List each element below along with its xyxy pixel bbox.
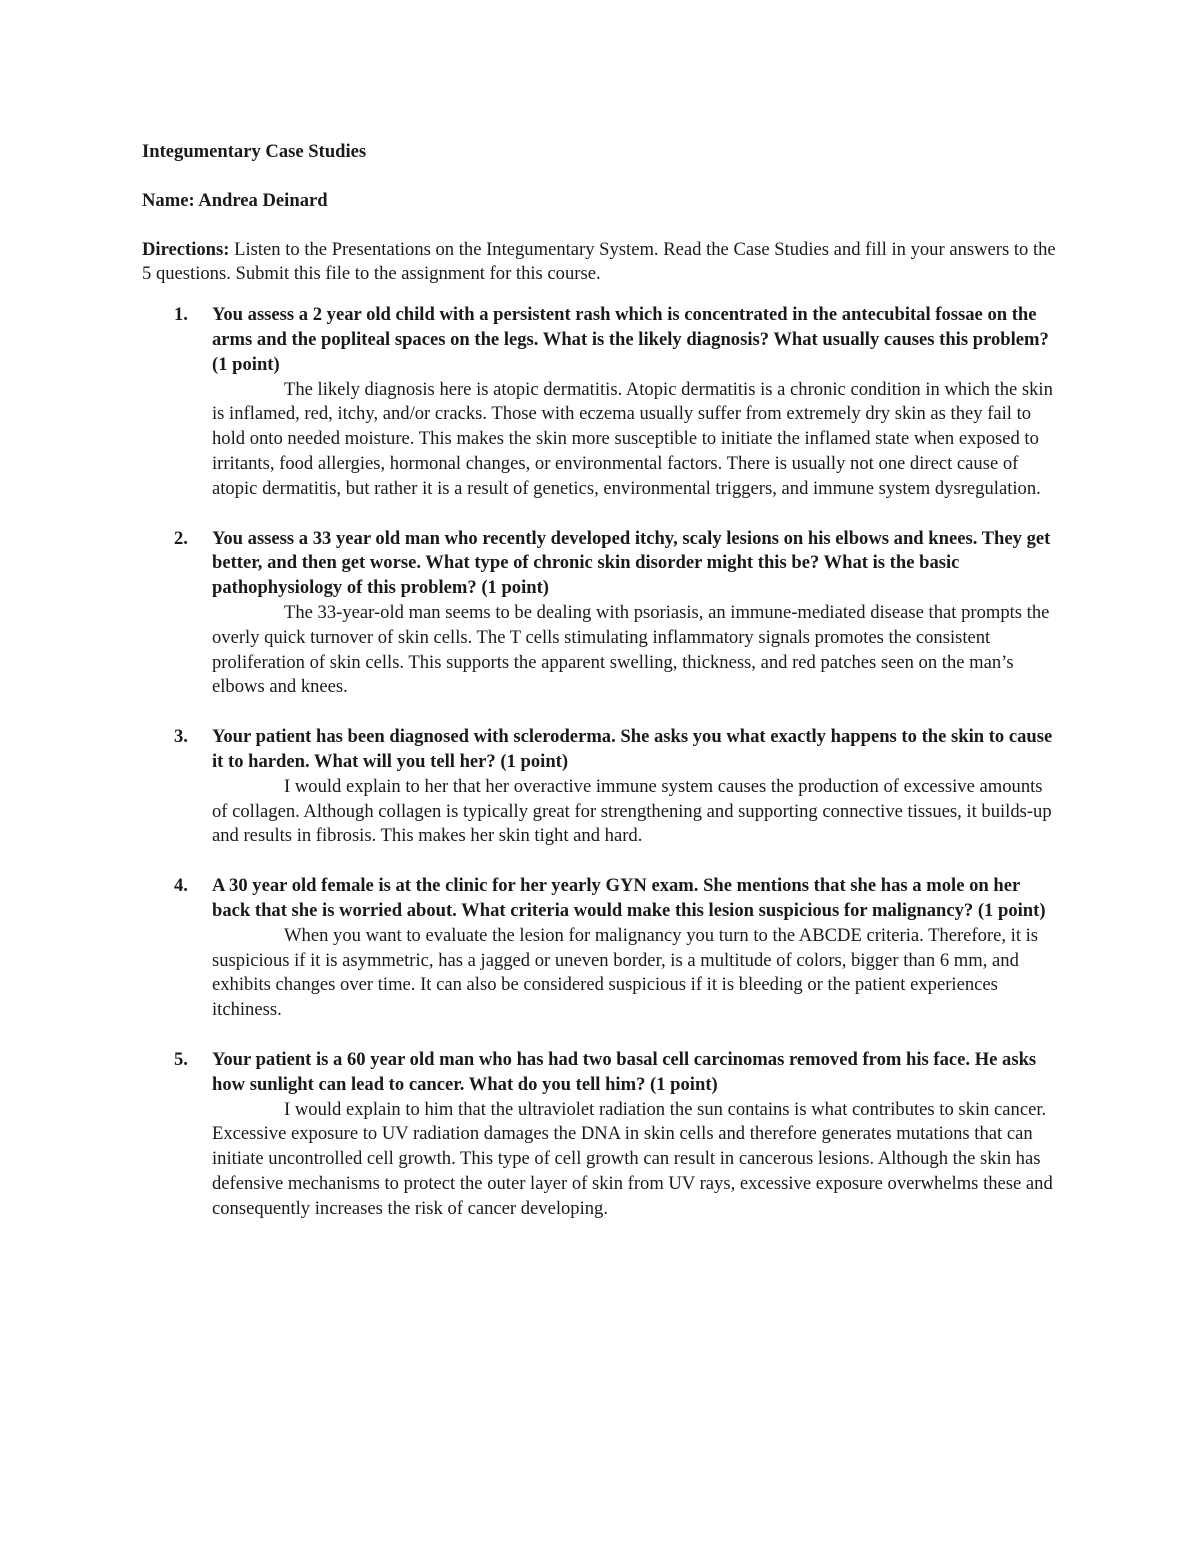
question-text: Your patient has been diagnosed with scleroderma. She asks you what exactly happens to the skin to cause it to harden. What will you tell her? (1 point) — [212, 726, 1053, 772]
directions-label: Directions: — [142, 238, 230, 260]
question-item-5 — [142, 1048, 1062, 1222]
question-list — [142, 303, 1062, 1221]
question-item-2 — [142, 527, 1062, 701]
document-page — [142, 140, 1062, 1246]
student-name: Name: Andrea Deinard — [142, 189, 328, 211]
question-text: A 30 year old female is at the clinic for her yearly GYN exam. She mentions that she has a mole on her back that she is worried about. What criteria would make this lesion suspicious for malignancy? (1 point) — [212, 875, 1046, 921]
question-number: 5. — [174, 1048, 188, 1070]
question-item-4 — [142, 874, 1062, 1023]
question-number: 4. — [174, 875, 188, 897]
question-text: You assess a 33 year old man who recently developed itchy, scaly lesions on his elbows and knees. They get better, and then get worse. What type of chronic skin disorder might this be? What is the basic pathophysiology of this problem? (1 point) — [212, 527, 1051, 599]
question-item-1 — [142, 303, 1062, 501]
question-item-3 — [142, 725, 1062, 849]
directions-text: Listen to the Presentations on the Integumentary System. Read the Case Studies and fill in your answers to the 5 questions. Submit this file to the assignment for this course. — [142, 238, 1056, 285]
question-number: 1. — [174, 304, 188, 326]
answer-text: When you want to evaluate the lesion for malignancy you turn to the ABCDE criteria. Therefore, it is suspicious if it is asymmetric, has a jagged or uneven border, is a multitude of colors, bigger than 6 mm, and exhibits changes over time. It can also be considered suspicious if it is bleeding or the patient experiences itchiness. — [212, 924, 1039, 1021]
answer-text: The likely diagnosis here is atopic dermatitis. Atopic dermatitis is a chronic condition in which the skin is inflamed, red, itchy, and/or cracks. Those with eczema usually suffer from extremely dry skin as they fail to hold onto needed moisture. This makes the skin more susceptible to initiate the inflamed state when exposed to irritants, food allergies, hormonal changes, or environmental factors. There is usually not one direct cause of atopic dermatitis, but rather it is a result of genetics, environmental triggers, and immune system dysregulation. — [212, 378, 1053, 499]
answer-text: I would explain to her that her overactive immune system causes the production of excessive amounts of collagen. Although collagen is typically great for strengthening and supporting connective tissues, it builds-up and results in fibrosis. This makes her skin tight and hard. — [212, 775, 1052, 847]
question-number: 2. — [174, 527, 188, 549]
question-text: You assess a 2 year old child with a persistent rash which is concentrated in the antecubital fossae on the arms and the popliteal spaces on the legs. What is the likely diagnosis? What usually causes this problem? (1 point) — [212, 304, 1049, 375]
answer-text: The 33-year-old man seems to be dealing with psoriasis, an immune-mediated disease that prompts the overly quick turnover of skin cells. The T cells stimulating inflammatory signals promotes the consistent proliferation of skin cells. This supports the apparent swelling, thickness, and red patches seen on the man’s elbows and knees. — [212, 601, 1050, 698]
document-title: Integumentary Case Studies — [142, 141, 367, 162]
question-text: Your patient is a 60 year old man who has had two basal cell carcinomas removed from his face. He asks how sunlight can lead to cancer. What do you tell him? (1 point) — [212, 1048, 1037, 1095]
answer-text: I would explain to him that the ultraviolet radiation the sun contains is what contributes to skin cancer. Excessive exposure to UV radiation damages the DNA in skin cells and therefore generates mutations that can initiate uncontrolled cell growth. This type of cell growth can result in cancerous lesions. Although the skin has defensive mechanisms to protect the outer layer of skin from UV rays, excessive exposure overwhelms these and consequently increases the risk of cancer developing. — [212, 1098, 1053, 1219]
question-number: 3. — [174, 726, 188, 748]
directions-paragraph — [142, 238, 1062, 288]
